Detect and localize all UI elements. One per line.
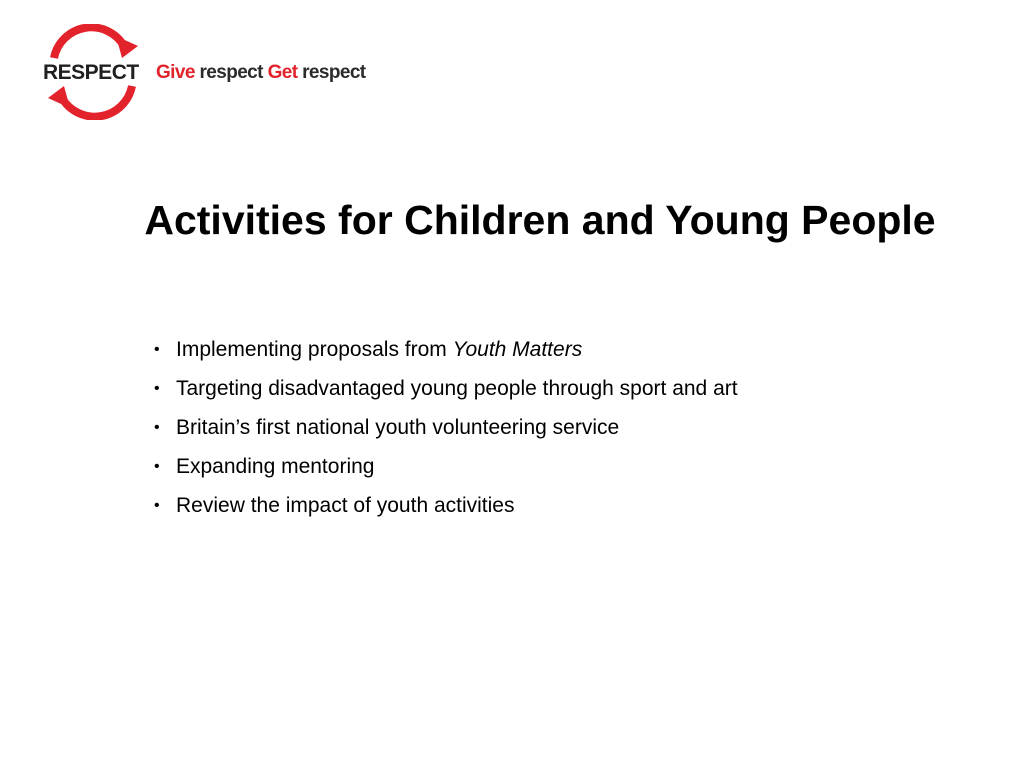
- bullet-dot: •: [154, 419, 160, 436]
- tagline-respect-1: respect: [194, 62, 268, 83]
- bullet-text: Britain’s first national youth volunteering service: [176, 416, 620, 439]
- bullet-item: [154, 412, 738, 451]
- bullet-dot: •: [154, 458, 160, 475]
- tagline-give: Give: [156, 62, 195, 83]
- bullet-text: Review the impact of youth activities: [176, 494, 515, 517]
- bullet-text: Implementing proposals from: [176, 338, 453, 361]
- bullet-item: [154, 334, 738, 373]
- bullet-dot: •: [154, 380, 160, 397]
- bullet-dot: •: [154, 497, 160, 514]
- bullet-item: [154, 490, 738, 529]
- bullet-list: [154, 334, 738, 529]
- bullet-text: Expanding mentoring: [176, 455, 375, 478]
- bullet-dot: •: [154, 341, 160, 358]
- bullet-text: Targeting disadvantaged young people through sport and art: [176, 377, 738, 400]
- bullet-italic-text: Youth Matters: [452, 338, 583, 361]
- logo-tagline: [156, 63, 366, 82]
- bullet-item: [154, 373, 738, 412]
- tagline-respect-2: respect: [297, 62, 366, 83]
- logo-wordmark: RESPECT: [43, 61, 139, 84]
- slide-title: Activities for Children and Young People: [144, 197, 936, 243]
- tagline-get: Get: [267, 62, 298, 83]
- bullet-item: [154, 451, 738, 490]
- respect-logo: [38, 24, 418, 120]
